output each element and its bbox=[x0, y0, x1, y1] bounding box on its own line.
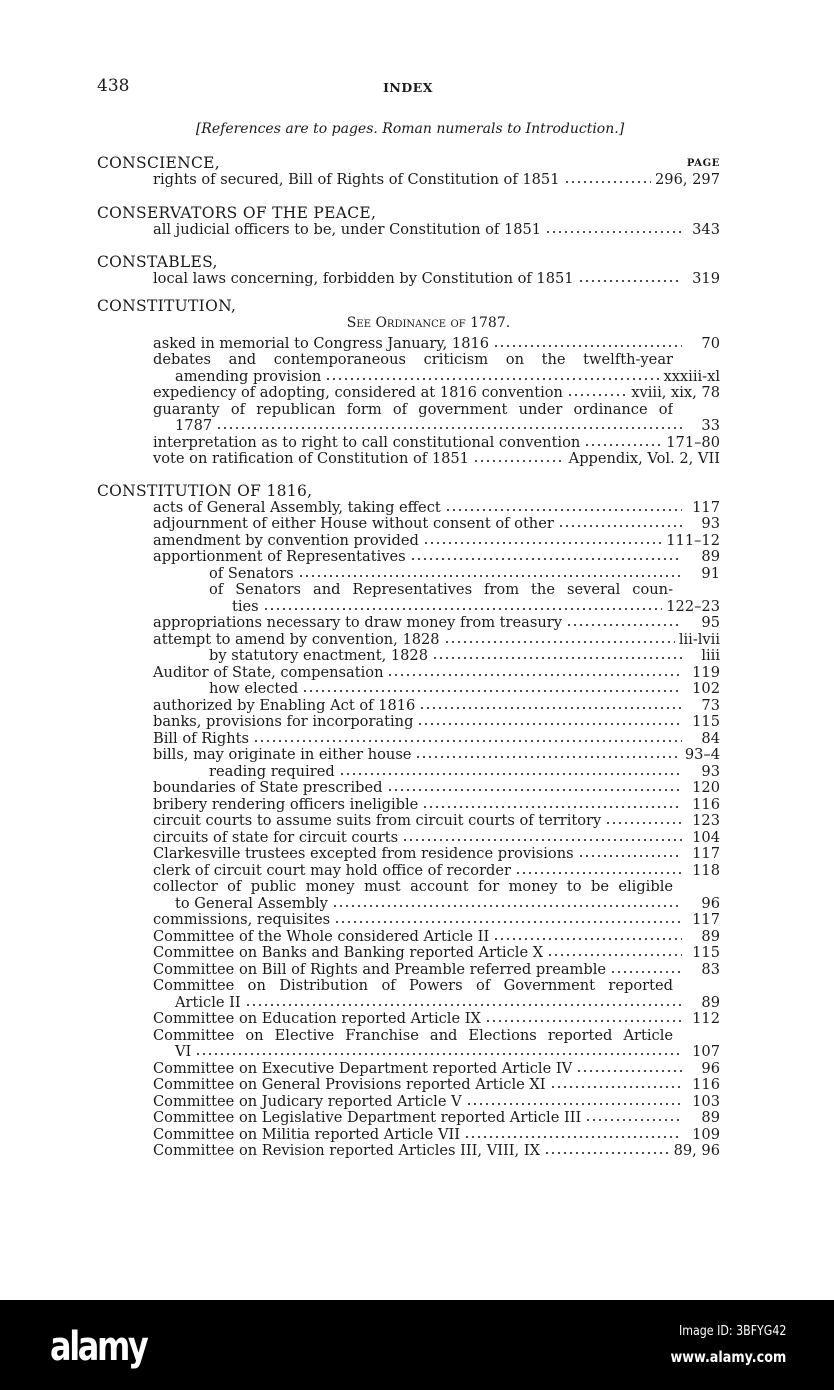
subentry-text: Committee on Executive Department reported Article IV bbox=[153, 1059, 573, 1077]
subentry bbox=[97, 533, 720, 550]
subentry-text: to General Assembly bbox=[175, 894, 328, 912]
page-reference: 103 bbox=[692, 1092, 720, 1110]
subentry bbox=[97, 665, 720, 682]
dot-leader bbox=[545, 224, 682, 234]
page-column-label: PAGE bbox=[686, 158, 720, 169]
page-reference: 117 bbox=[692, 911, 720, 928]
dot-leader bbox=[423, 535, 662, 545]
page-reference: 119 bbox=[692, 663, 720, 681]
page-reference: 123 bbox=[692, 812, 720, 829]
dot-leader bbox=[564, 174, 651, 184]
subentry-text: 1787 bbox=[175, 417, 213, 434]
subentry-text: Committee on Judicary reported Article V bbox=[153, 1092, 462, 1110]
subentry-text: Committee of the Whole considered Article II bbox=[153, 927, 490, 945]
subentry-text: how elected bbox=[209, 680, 299, 697]
dot-leader bbox=[417, 716, 682, 726]
page-reference: 84 bbox=[701, 729, 720, 747]
entry-heading: CONSTITUTION OF 1816, bbox=[97, 482, 313, 500]
page-reference: xxxiii-xl bbox=[663, 367, 720, 385]
subentry bbox=[97, 369, 720, 386]
page-reference: 96 bbox=[701, 1059, 720, 1077]
subentry bbox=[97, 764, 720, 781]
page-reference: 109 bbox=[692, 1125, 720, 1143]
subentry-text: circuit courts to assume suits from circuit courts of territory bbox=[153, 812, 602, 829]
page-reference: 117 bbox=[692, 845, 720, 862]
subentry bbox=[97, 1011, 720, 1028]
dot-leader bbox=[302, 683, 682, 693]
page-reference: 33 bbox=[701, 417, 720, 434]
index-entry bbox=[97, 155, 720, 188]
subentry bbox=[97, 780, 720, 797]
subentry-text: Auditor of State, compensation bbox=[153, 663, 384, 681]
subentry-text: Clarkesville trustees excepted from residence provisions bbox=[153, 845, 574, 862]
subentry-line: guaranty of republican form of government under ordinance of bbox=[153, 401, 673, 418]
dot-leader bbox=[245, 997, 682, 1007]
subentry bbox=[97, 451, 720, 468]
index-entry bbox=[97, 205, 720, 238]
subentry-text: attempt to amend by convention, 1828 bbox=[153, 630, 440, 648]
subentry-text: all judicial officers to be, under Constitution of 1851 bbox=[153, 220, 542, 238]
page-reference: 171–80 bbox=[666, 433, 720, 451]
page-reference: 93 bbox=[701, 762, 720, 780]
page-reference: 115 bbox=[692, 944, 720, 961]
subentry bbox=[97, 648, 720, 665]
subentry bbox=[97, 1061, 720, 1078]
index-body bbox=[97, 155, 720, 1160]
subentry-text: by statutory enactment, 1828 bbox=[209, 647, 428, 664]
dot-leader bbox=[298, 568, 682, 578]
subentry-text: expediency of adopting, considered at 1816 convention bbox=[153, 384, 563, 401]
subentry bbox=[97, 1094, 720, 1111]
subentry bbox=[97, 714, 720, 731]
page-reference: 343 bbox=[692, 220, 720, 238]
running-head: INDEX bbox=[383, 80, 433, 95]
reference-note: [References are to pages. Roman numerals to Introduction.] bbox=[195, 121, 625, 137]
dot-leader bbox=[263, 601, 663, 611]
page-reference: 107 bbox=[692, 1043, 720, 1060]
subentry-text: bills, may originate in either house bbox=[153, 746, 412, 763]
page-reference: 93 bbox=[701, 515, 720, 532]
subentry bbox=[97, 435, 720, 452]
subentry-text: clerk of circuit court may hold office of recorder bbox=[153, 861, 512, 879]
page-reference: lii-lvii bbox=[678, 630, 720, 648]
page-reference: 115 bbox=[692, 713, 720, 730]
subentry bbox=[97, 698, 720, 715]
dot-leader bbox=[332, 898, 682, 908]
page-reference: liii bbox=[701, 647, 720, 664]
subentry bbox=[97, 336, 720, 353]
subentry bbox=[97, 549, 720, 566]
subentry-text: Committee on Bill of Rights and Preamble referred preamble bbox=[153, 960, 607, 978]
dot-leader bbox=[387, 782, 683, 792]
page-reference: Appendix, Vol. 2, VII bbox=[568, 450, 720, 467]
page-reference: 89, 96 bbox=[673, 1142, 720, 1159]
subentry bbox=[97, 747, 720, 764]
subentry-text: adjournment of either House without consent of other bbox=[153, 515, 554, 532]
subentry-line: of Senators and Representatives from the several coun- bbox=[209, 582, 673, 598]
subentry bbox=[97, 1110, 720, 1127]
subentry bbox=[97, 599, 720, 616]
subentry-text: acts of General Assembly, taking effect bbox=[153, 498, 441, 516]
page-reference: 122–23 bbox=[666, 597, 720, 615]
alamy-logo: alamy bbox=[50, 1324, 147, 1370]
page-reference: 89 bbox=[701, 993, 720, 1011]
site-url: www.alamy.com bbox=[670, 1348, 786, 1366]
page-reference: 93–4 bbox=[684, 746, 720, 763]
subentry bbox=[97, 813, 720, 830]
dot-leader bbox=[578, 273, 682, 283]
dot-leader bbox=[339, 766, 682, 776]
dot-leader bbox=[485, 1013, 682, 1023]
dot-leader bbox=[334, 914, 682, 924]
dot-leader bbox=[558, 518, 682, 528]
subentry-text: reading required bbox=[209, 762, 335, 780]
page-reference: 111–12 bbox=[666, 531, 720, 549]
page-reference: 319 bbox=[692, 269, 720, 287]
page-number: 438 bbox=[97, 76, 130, 96]
subentry bbox=[97, 222, 720, 239]
watermark-bar bbox=[0, 1300, 834, 1390]
dot-leader bbox=[445, 502, 682, 512]
dot-leader bbox=[605, 815, 682, 825]
subentry bbox=[97, 500, 720, 517]
page-reference: 116 bbox=[692, 1076, 720, 1093]
subentry bbox=[97, 1077, 720, 1094]
entry-heading: CONSCIENCE, bbox=[97, 154, 221, 172]
page-reference: 89 bbox=[701, 548, 720, 565]
subentry-text: interpretation as to right to call constitutional convention bbox=[153, 433, 581, 451]
page-reference: 116 bbox=[692, 795, 720, 813]
subentry bbox=[97, 632, 720, 649]
subentry-text: amendment by convention provided bbox=[153, 531, 419, 549]
subentry-text: Committee on General Provisions reported Article XI bbox=[153, 1076, 546, 1093]
dot-leader bbox=[584, 437, 662, 447]
subentry-text: Committee on Education reported Article IX bbox=[153, 1010, 481, 1027]
dot-leader bbox=[216, 420, 682, 430]
page-reference: 102 bbox=[692, 680, 720, 697]
page-reference: 118 bbox=[692, 861, 720, 879]
dot-leader bbox=[466, 1096, 682, 1106]
dot-leader bbox=[493, 931, 682, 941]
page-reference: 70 bbox=[701, 334, 720, 352]
subentry-text: rights of secured, Bill of Rights of Constitution of 1851 bbox=[153, 170, 560, 188]
dot-leader bbox=[325, 371, 659, 381]
dot-leader bbox=[432, 650, 682, 660]
subentry bbox=[97, 896, 720, 913]
subentry-text: VI bbox=[175, 1043, 192, 1060]
dot-leader bbox=[419, 700, 682, 710]
dot-leader bbox=[444, 634, 675, 644]
subentry-text: apportionment of Representatives bbox=[153, 548, 406, 565]
dot-leader bbox=[464, 1129, 682, 1139]
subentry bbox=[97, 846, 720, 863]
subentry-text: Committee on Banks and Banking reported Article X bbox=[153, 944, 544, 961]
subentry-text: Article II bbox=[175, 993, 241, 1011]
subentry bbox=[97, 929, 720, 946]
subentry-text: appropriations necessary to draw money from treasury bbox=[153, 614, 562, 631]
dot-leader bbox=[566, 617, 682, 627]
subentry bbox=[97, 1143, 720, 1160]
dot-leader bbox=[550, 1079, 682, 1089]
subentry-text: of Senators bbox=[209, 564, 294, 582]
index-entry bbox=[97, 483, 720, 1160]
page-reference: xviii, xix, 78 bbox=[631, 384, 720, 401]
page-reference: 112 bbox=[692, 1010, 720, 1027]
subentry bbox=[97, 516, 720, 533]
dot-leader bbox=[473, 453, 565, 463]
subentry bbox=[97, 566, 720, 583]
subentry bbox=[97, 797, 720, 814]
dot-leader bbox=[422, 799, 682, 809]
image-id: Image ID: 3BFYG42 bbox=[678, 1324, 786, 1339]
dot-leader bbox=[195, 1046, 682, 1056]
page-reference: 120 bbox=[692, 779, 720, 796]
page-reference: 296, 297 bbox=[655, 170, 720, 188]
subentry-text: Committee on Legislative Department reported Article III bbox=[153, 1109, 582, 1126]
dot-leader bbox=[387, 667, 682, 677]
subentry-text: Committee on Revision reported Articles III, VIII, IX bbox=[153, 1142, 540, 1159]
subentry-text: commissions, requisites bbox=[153, 911, 331, 928]
index-entry bbox=[97, 298, 720, 468]
dot-leader bbox=[544, 1145, 670, 1155]
subentry bbox=[97, 1127, 720, 1144]
subentry-text: asked in memorial to Congress January, 1816 bbox=[153, 334, 490, 352]
subentry-text: authorized by Enabling Act of 1816 bbox=[153, 696, 416, 714]
subentry bbox=[97, 731, 720, 748]
entry-heading: CONSTABLES, bbox=[97, 253, 218, 271]
subentry bbox=[97, 945, 720, 962]
subentry bbox=[97, 172, 720, 189]
page-reference: 96 bbox=[701, 894, 720, 912]
dot-leader bbox=[567, 387, 627, 397]
subentry bbox=[97, 385, 720, 402]
dot-leader bbox=[253, 733, 682, 743]
dot-leader bbox=[578, 848, 682, 858]
subentry-line: Committee on Elective Franchise and Elections reported Article bbox=[153, 1027, 673, 1044]
subentry-line: debates and contemporaneous criticism on the twelfth-year bbox=[153, 352, 673, 368]
subentry bbox=[97, 863, 720, 880]
entry-heading: CONSERVATORS OF THE PEACE, bbox=[97, 204, 377, 222]
dot-leader bbox=[515, 865, 682, 875]
dot-leader bbox=[410, 551, 682, 561]
subentry bbox=[97, 912, 720, 929]
subentry bbox=[97, 681, 720, 698]
page-reference: 104 bbox=[692, 828, 720, 846]
subentry-line: Committee on Distribution of Powers of Government reported bbox=[153, 978, 673, 994]
subentry-text: local laws concerning, forbidden by Constitution of 1851 bbox=[153, 269, 574, 287]
page-reference: 91 bbox=[701, 564, 720, 582]
subentry-text: vote on ratification of Constitution of 1851 bbox=[153, 450, 469, 467]
subentry bbox=[97, 418, 720, 435]
see-reference: See Ordinance of 1787. bbox=[346, 314, 511, 331]
page-reference: 89 bbox=[701, 927, 720, 945]
dot-leader bbox=[415, 749, 680, 759]
subentry-text: boundaries of State prescribed bbox=[153, 779, 383, 796]
subentry bbox=[97, 271, 720, 288]
dot-leader bbox=[547, 947, 682, 957]
subentry-text: bribery rendering officers ineligible bbox=[153, 795, 419, 813]
entry-heading: CONSTITUTION, bbox=[97, 297, 237, 315]
dot-leader bbox=[610, 964, 682, 974]
dot-leader bbox=[576, 1063, 682, 1073]
page-reference: 95 bbox=[701, 614, 720, 631]
index-entry bbox=[97, 254, 720, 287]
subentry-text: Bill of Rights bbox=[153, 729, 249, 747]
subentry-text: amending provision bbox=[175, 367, 322, 385]
subentry-text: banks, provisions for incorporating bbox=[153, 713, 414, 730]
subentry bbox=[97, 995, 720, 1012]
subentry bbox=[97, 830, 720, 847]
page-reference: 83 bbox=[701, 960, 720, 978]
dot-leader bbox=[493, 338, 682, 348]
subentry-line: collector of public money must account for money to be eligible bbox=[153, 879, 673, 895]
dot-leader bbox=[402, 832, 682, 842]
page-reference: 117 bbox=[692, 498, 720, 516]
subentry-text: Committee on Militia reported Article VII bbox=[153, 1125, 461, 1143]
subentry-text: ties bbox=[232, 597, 259, 615]
subentry bbox=[97, 1044, 720, 1061]
dot-leader bbox=[585, 1112, 682, 1122]
page-reference: 73 bbox=[701, 696, 720, 714]
subentry bbox=[97, 962, 720, 979]
page-reference: 89 bbox=[701, 1109, 720, 1126]
subentry bbox=[97, 615, 720, 632]
subentry-text: circuits of state for circuit courts bbox=[153, 828, 399, 846]
